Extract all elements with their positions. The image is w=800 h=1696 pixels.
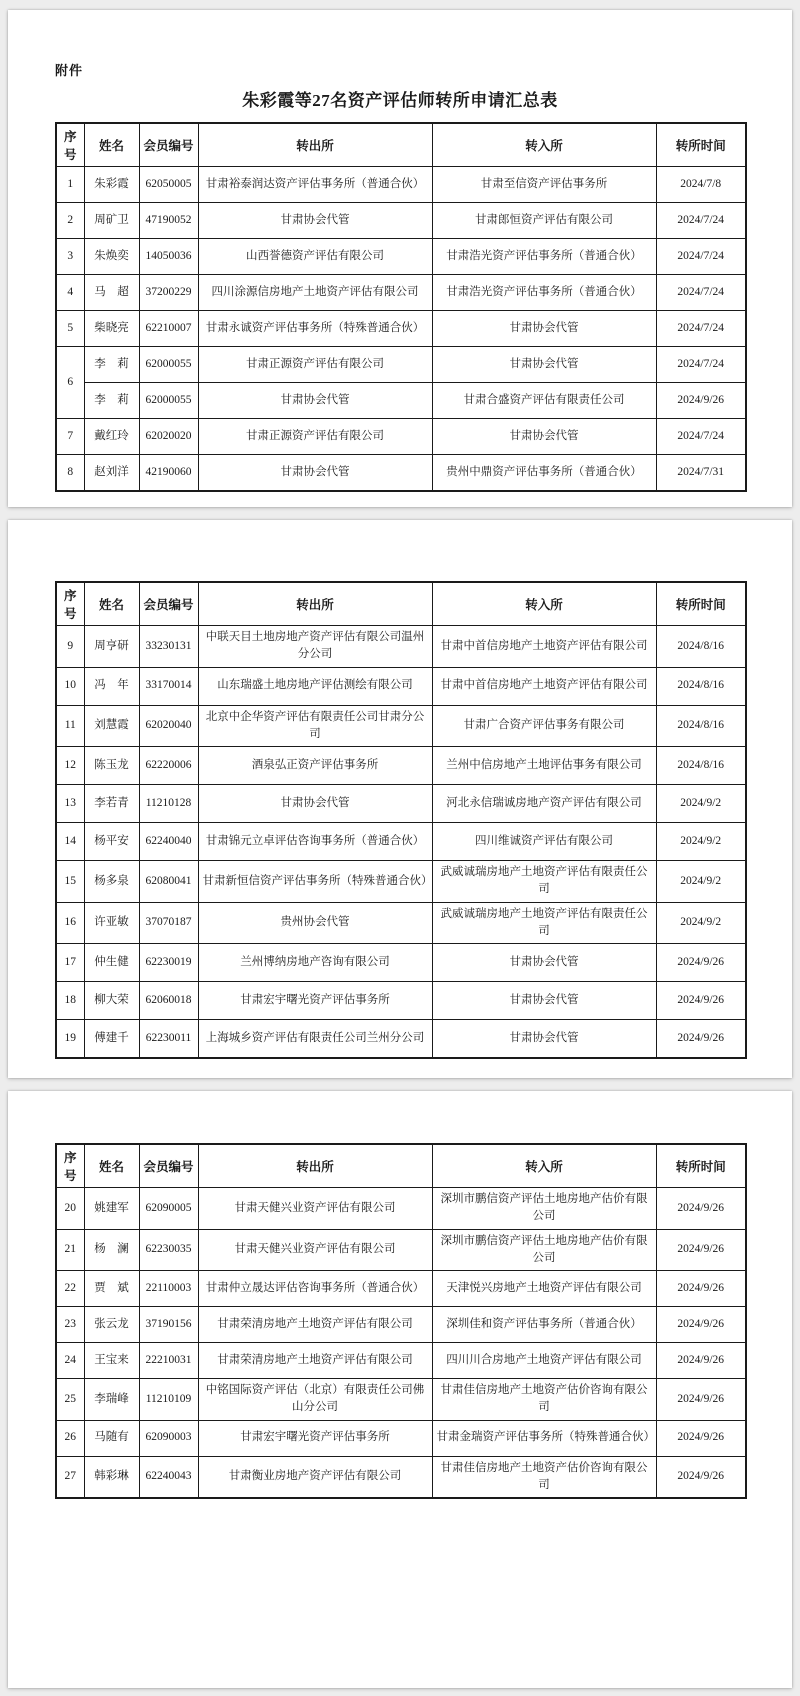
page-1 [8,10,792,507]
cell-from-firm: 甘肃协会代管 [198,383,432,419]
table-row [56,902,746,944]
table-row [56,944,746,982]
table-row [56,667,746,705]
cell-no: 19 [56,1020,84,1058]
table-row [56,419,746,455]
cell-date: 2024/9/2 [656,902,746,944]
cell-to-firm: 甘肃浩光资产评估事务所（普通合伙） [432,239,656,275]
cell-member-id: 62000055 [139,383,198,419]
cell-name: 柳大荣 [84,982,139,1020]
col-header-from: 转出所 [198,123,432,167]
cell-to-firm: 贵州中鼎资产评估事务所（普通合伙） [432,455,656,491]
cell-no: 25 [56,1379,84,1421]
cell-date: 2024/9/26 [656,982,746,1020]
cell-to-firm: 甘肃协会代管 [432,311,656,347]
cell-date: 2024/8/16 [656,626,746,668]
table-row [56,455,746,491]
cell-member-id: 62230011 [139,1020,198,1058]
cell-date: 2024/9/26 [656,1379,746,1421]
cell-date: 2024/9/26 [656,1229,746,1271]
cell-date: 2024/9/26 [656,944,746,982]
cell-name: 李瑞峰 [84,1379,139,1421]
cell-from-firm: 甘肃正源资产评估有限公司 [198,347,432,383]
cell-from-firm: 兰州博纳房地产咨询有限公司 [198,944,432,982]
cell-member-id: 62080041 [139,861,198,903]
cell-member-id: 62090005 [139,1188,198,1230]
cell-no: 13 [56,785,84,823]
cell-name: 戴红玲 [84,419,139,455]
table-row [56,1020,746,1058]
cell-member-id: 62060018 [139,982,198,1020]
cell-member-id: 62240040 [139,823,198,861]
cell-member-id: 42190060 [139,455,198,491]
table-row [56,1229,746,1271]
cell-date: 2024/7/24 [656,347,746,383]
cell-to-firm: 甘肃协会代管 [432,944,656,982]
cell-name: 马随有 [84,1420,139,1456]
col-header-date: 转所时间 [656,123,746,167]
cell-no: 24 [56,1343,84,1379]
col-header-name: 姓名 [84,582,139,626]
cell-from-firm: 山东瑞盛土地房地产评估测绘有限公司 [198,667,432,705]
col-header-to: 转入所 [432,1144,656,1188]
cell-date: 2024/9/26 [656,1188,746,1230]
cell-member-id: 47190052 [139,203,198,239]
cell-to-firm: 甘肃佳信房地产土地资产估价咨询有限公司 [432,1456,656,1498]
col-header-member-id: 会员编号 [139,1144,198,1188]
cell-date: 2024/7/24 [656,311,746,347]
cell-member-id: 62090003 [139,1420,198,1456]
col-header-from: 转出所 [198,1144,432,1188]
cell-from-firm: 四川涂源信房地产土地资产评估有限公司 [198,275,432,311]
cell-from-firm: 甘肃裕泰润达资产评估事务所（普通合伙） [198,167,432,203]
cell-name: 朱彩霞 [84,167,139,203]
cell-to-firm: 甘肃佳信房地产土地资产估价咨询有限公司 [432,1379,656,1421]
cell-name: 李 莉 [84,383,139,419]
cell-name: 朱焕奕 [84,239,139,275]
cell-from-firm: 甘肃天健兴业资产评估有限公司 [198,1188,432,1230]
table-row [56,1420,746,1456]
cell-member-id: 62230019 [139,944,198,982]
cell-from-firm: 上海城乡资产评估有限责任公司兰州分公司 [198,1020,432,1058]
cell-no: 20 [56,1188,84,1230]
cell-name: 贾 斌 [84,1271,139,1307]
cell-no: 4 [56,275,84,311]
cell-no: 10 [56,667,84,705]
col-header-name: 姓名 [84,123,139,167]
col-header-to: 转入所 [432,123,656,167]
cell-from-firm: 甘肃宏宇曙光资产评估事务所 [198,982,432,1020]
col-header-name: 姓名 [84,1144,139,1188]
cell-to-firm: 甘肃金瑞资产评估事务所（特殊普通合伙） [432,1420,656,1456]
cell-name: 韩彩琳 [84,1456,139,1498]
col-header-member-id: 会员编号 [139,582,198,626]
cell-name: 柴晓亮 [84,311,139,347]
cell-member-id: 62220006 [139,747,198,785]
cell-to-firm: 甘肃协会代管 [432,982,656,1020]
cell-from-firm: 甘肃衡业房地产资产评估有限公司 [198,1456,432,1498]
cell-from-firm: 甘肃新恒信资产评估事务所（特殊普通合伙） [198,861,432,903]
cell-name: 周矿卫 [84,203,139,239]
cell-no: 8 [56,455,84,491]
cell-no: 9 [56,626,84,668]
cell-to-firm: 天津悦兴房地产土地资产评估有限公司 [432,1271,656,1307]
cell-from-firm: 甘肃荣清房地产土地资产评估有限公司 [198,1343,432,1379]
cell-to-firm: 甘肃协会代管 [432,1020,656,1058]
table-header-row [56,1144,746,1188]
table-row [56,1271,746,1307]
col-header-no: 序号 [56,123,84,167]
cell-name: 傅建千 [84,1020,139,1058]
cell-to-firm: 武威诚瑞房地产土地资产评估有限责任公司 [432,861,656,903]
cell-date: 2024/7/8 [656,167,746,203]
cell-name: 王宝来 [84,1343,139,1379]
col-header-date: 转所时间 [656,1144,746,1188]
table-row [56,982,746,1020]
cell-no: 12 [56,747,84,785]
cell-name: 杨 澜 [84,1229,139,1271]
cell-to-firm: 武威诚瑞房地产土地资产评估有限责任公司 [432,902,656,944]
cell-to-firm: 兰州中信房地产土地评估事务有限公司 [432,747,656,785]
attachment-label: 附件 [55,63,84,78]
cell-member-id: 37190156 [139,1307,198,1343]
cell-to-firm: 甘肃至信资产评估事务所 [432,167,656,203]
table-row [56,1188,746,1230]
cell-no: 26 [56,1420,84,1456]
table-row [56,167,746,203]
transfer-table-2 [55,581,747,1059]
table-row [56,747,746,785]
table-row [56,1379,746,1421]
cell-date: 2024/8/16 [656,667,746,705]
cell-to-firm: 深圳市鹏信资产评估土地房地产估价有限公司 [432,1229,656,1271]
page-title: 朱彩霞等27名资产评估师转所申请汇总表 [242,91,558,110]
cell-name: 姚建军 [84,1188,139,1230]
col-header-no: 序号 [56,1144,84,1188]
cell-from-firm: 甘肃荣清房地产土地资产评估有限公司 [198,1307,432,1343]
table-row [56,785,746,823]
cell-from-firm: 中联天目土地房地产资产评估有限公司温州分公司 [198,626,432,668]
cell-member-id: 11210128 [139,785,198,823]
cell-member-id: 37200229 [139,275,198,311]
col-header-from: 转出所 [198,582,432,626]
cell-to-firm: 甘肃中首信房地产土地资产评估有限公司 [432,667,656,705]
cell-no: 21 [56,1229,84,1271]
cell-date: 2024/9/26 [656,1020,746,1058]
cell-no: 15 [56,861,84,903]
cell-to-firm: 甘肃中首信房地产土地资产评估有限公司 [432,626,656,668]
table-row [56,239,746,275]
cell-no: 11 [56,705,84,747]
cell-no: 17 [56,944,84,982]
cell-member-id: 37070187 [139,902,198,944]
cell-from-firm: 甘肃正源资产评估有限公司 [198,419,432,455]
col-header-no: 序号 [56,582,84,626]
cell-name: 冯 年 [84,667,139,705]
cell-no: 1 [56,167,84,203]
cell-no: 7 [56,419,84,455]
cell-date: 2024/9/26 [656,1271,746,1307]
cell-name: 杨平安 [84,823,139,861]
col-header-date: 转所时间 [656,582,746,626]
table-row [56,311,746,347]
cell-member-id: 22210031 [139,1343,198,1379]
cell-name: 张云龙 [84,1307,139,1343]
cell-to-firm: 四川维诚资产评估有限公司 [432,823,656,861]
cell-name: 杨多泉 [84,861,139,903]
cell-from-firm: 甘肃宏宇曙光资产评估事务所 [198,1420,432,1456]
cell-no: 5 [56,311,84,347]
table-row [56,383,746,419]
cell-name: 李若青 [84,785,139,823]
cell-member-id: 22110003 [139,1271,198,1307]
cell-date: 2024/9/2 [656,861,746,903]
cell-from-firm: 甘肃协会代管 [198,455,432,491]
cell-to-firm: 深圳佳和资产评估事务所（普通合伙） [432,1307,656,1343]
cell-to-firm: 四川川合房地产土地资产评估有限公司 [432,1343,656,1379]
cell-from-firm: 酒泉弘正资产评估事务所 [198,747,432,785]
table-row [56,203,746,239]
col-header-to: 转入所 [432,582,656,626]
cell-date: 2024/8/16 [656,705,746,747]
cell-member-id: 62020020 [139,419,198,455]
cell-no: 3 [56,239,84,275]
cell-from-firm: 甘肃仲立晟达评估咨询事务所（普通合伙） [198,1271,432,1307]
cell-from-firm: 贵州协会代管 [198,902,432,944]
cell-name: 李 莉 [84,347,139,383]
table-row [56,1343,746,1379]
cell-date: 2024/9/26 [656,383,746,419]
cell-date: 2024/9/26 [656,1307,746,1343]
table-row [56,1307,746,1343]
col-header-member-id: 会员编号 [139,123,198,167]
cell-to-firm: 甘肃协会代管 [432,347,656,383]
cell-no: 18 [56,982,84,1020]
cell-date: 2024/9/2 [656,823,746,861]
cell-name: 马 超 [84,275,139,311]
table-row [56,626,746,668]
cell-member-id: 62020040 [139,705,198,747]
cell-from-firm: 北京中企华资产评估有限责任公司甘肃分公司 [198,705,432,747]
cell-from-firm: 甘肃协会代管 [198,203,432,239]
cell-date: 2024/9/26 [656,1420,746,1456]
cell-date: 2024/7/24 [656,419,746,455]
cell-member-id: 33170014 [139,667,198,705]
cell-to-firm: 甘肃协会代管 [432,419,656,455]
cell-member-id: 33230131 [139,626,198,668]
table-row [56,347,746,383]
cell-to-firm: 甘肃合盛资产评估有限责任公司 [432,383,656,419]
cell-member-id: 62000055 [139,347,198,383]
cell-to-firm: 深圳市鹏信资产评估土地房地产估价有限公司 [432,1188,656,1230]
cell-name: 许亚敏 [84,902,139,944]
cell-date: 2024/7/24 [656,239,746,275]
cell-name: 刘慧霞 [84,705,139,747]
table-row [56,705,746,747]
cell-member-id: 62210007 [139,311,198,347]
cell-date: 2024/9/26 [656,1456,746,1498]
cell-no: 23 [56,1307,84,1343]
cell-no: 22 [56,1271,84,1307]
cell-from-firm: 中铭国际资产评估（北京）有限责任公司佛山分公司 [198,1379,432,1421]
cell-member-id: 14050036 [139,239,198,275]
cell-member-id: 62230035 [139,1229,198,1271]
transfer-table-1 [55,122,747,492]
cell-from-firm: 甘肃永诚资产评估事务所（特殊普通合伙） [198,311,432,347]
cell-name: 周亨研 [84,626,139,668]
cell-from-firm: 山西誉德资产评估有限公司 [198,239,432,275]
cell-name: 赵刘洋 [84,455,139,491]
table-header-row [56,123,746,167]
cell-to-firm: 河北永信瑞诚房地产资产评估有限公司 [432,785,656,823]
cell-no: 2 [56,203,84,239]
cell-no: 16 [56,902,84,944]
cell-no: 6 [56,347,84,419]
cell-member-id: 11210109 [139,1379,198,1421]
cell-date: 2024/7/24 [656,275,746,311]
cell-from-firm: 甘肃协会代管 [198,785,432,823]
cell-to-firm: 甘肃浩光资产评估事务所（普通合伙） [432,275,656,311]
cell-name: 陈玉龙 [84,747,139,785]
table-row [56,823,746,861]
cell-no: 14 [56,823,84,861]
cell-member-id: 62240043 [139,1456,198,1498]
page-3 [8,1091,792,1688]
cell-date: 2024/8/16 [656,747,746,785]
cell-no: 27 [56,1456,84,1498]
table-row [56,861,746,903]
table-row [56,275,746,311]
cell-to-firm: 甘肃广合资产评估事务有限公司 [432,705,656,747]
cell-date: 2024/9/2 [656,785,746,823]
table-header-row [56,582,746,626]
cell-from-firm: 甘肃锦元立卓评估咨询事务所（普通合伙） [198,823,432,861]
cell-date: 2024/7/24 [656,203,746,239]
page-2 [8,520,792,1078]
transfer-table-3 [55,1143,747,1499]
cell-from-firm: 甘肃天健兴业资产评估有限公司 [198,1229,432,1271]
cell-name: 仲生健 [84,944,139,982]
cell-member-id: 62050005 [139,167,198,203]
table-row [56,1456,746,1498]
cell-to-firm: 甘肃郎恒资产评估有限公司 [432,203,656,239]
cell-date: 2024/7/31 [656,455,746,491]
cell-date: 2024/9/26 [656,1343,746,1379]
